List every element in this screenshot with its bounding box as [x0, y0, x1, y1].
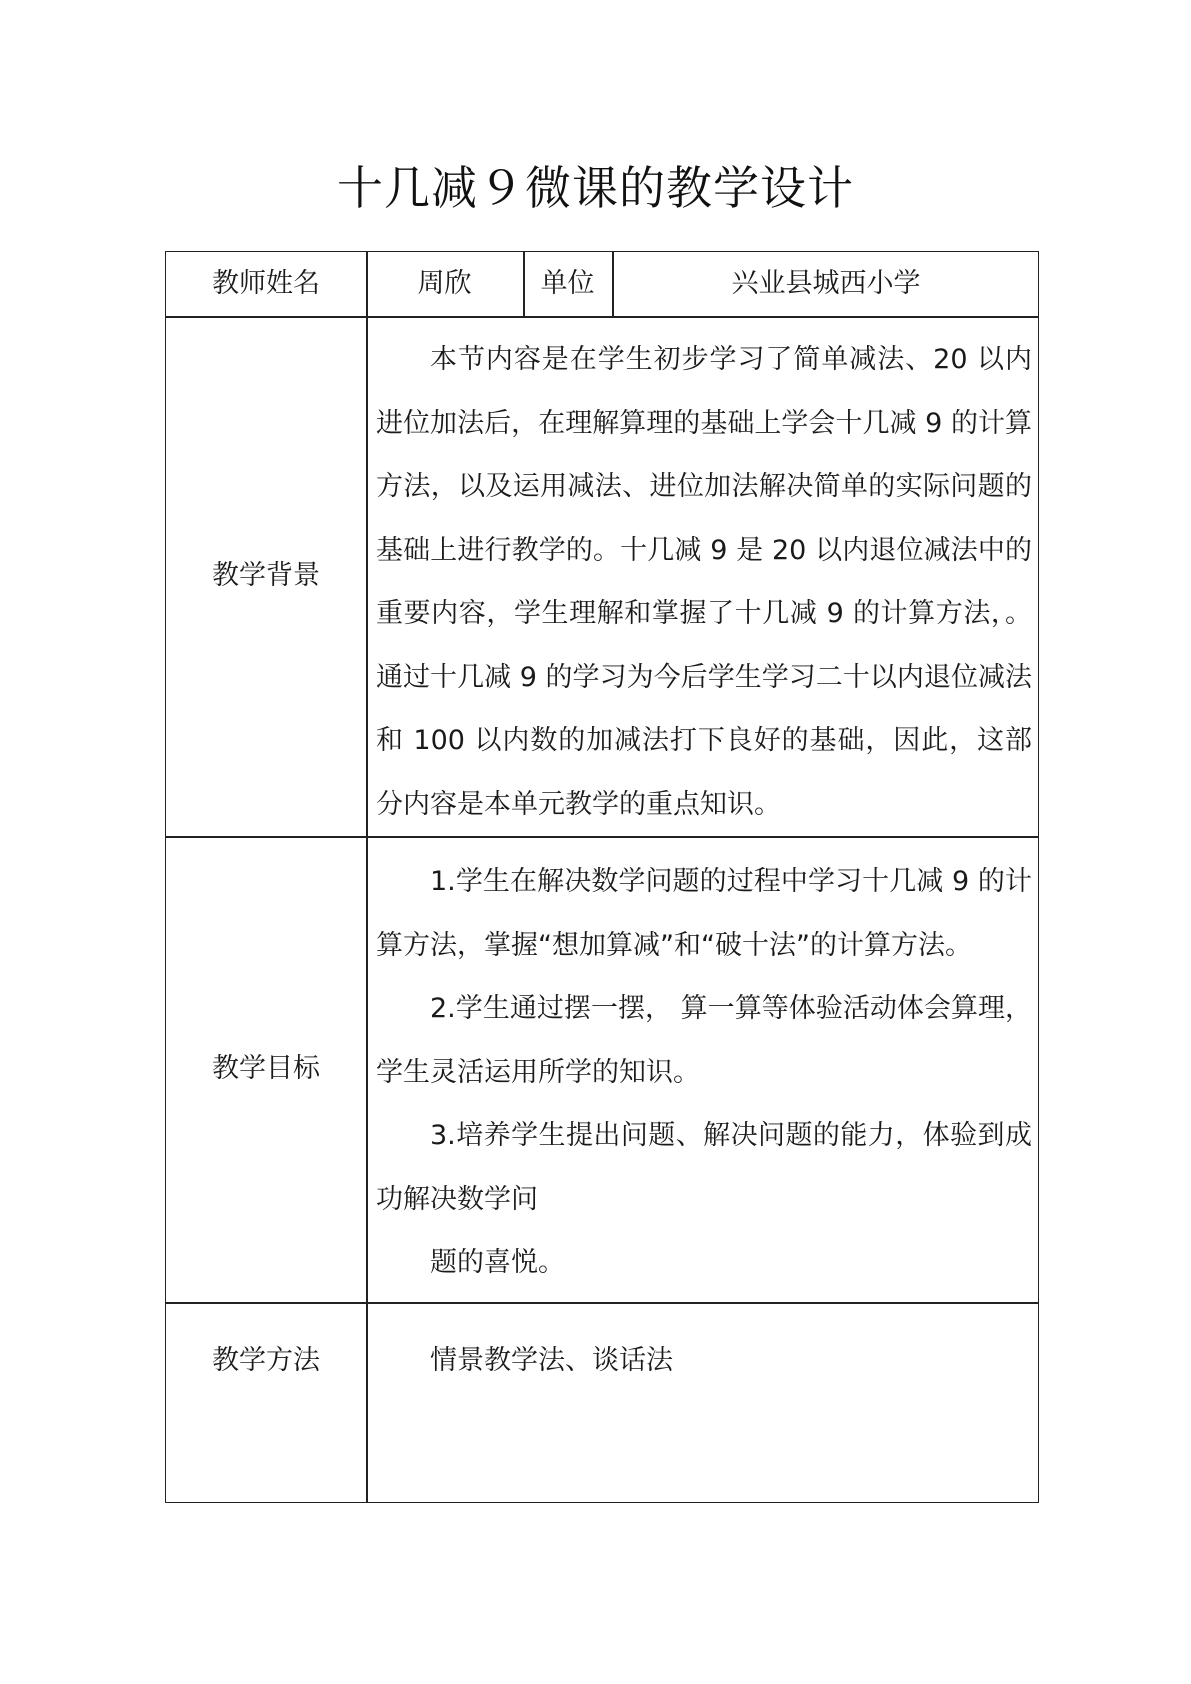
unit-label: 单位: [540, 268, 595, 299]
goal-item-3-continued: 题的喜悦。: [430, 1247, 565, 1278]
goals-label: 教学目标: [212, 1053, 320, 1084]
teacher-name-value: 周欣: [417, 268, 472, 299]
methods-label: 教学方法: [212, 1345, 320, 1376]
background-content: [376, 328, 1032, 836]
unit-value: 兴业县城西小学: [731, 268, 921, 299]
page-title: 十几减９微课的教学设计: [337, 161, 854, 215]
goals-content: [376, 850, 1032, 1295]
background-label: 教学背景: [212, 560, 320, 591]
goal-item-3: 3.培养学生提出问题、解决问题的能力，体验到成功解决数学问: [376, 1120, 1032, 1215]
background-paragraph: 本节内容是在学生初步学习了简单减法、20 以内进位加法后，在理解算理的基础上学会十几减 9 的计算方法，以及运用减法、进位加法解决简单的实际问题的基础上进行教学的。十几减 9 是 20 以内退位减法中的重要内容，学生理解和掌握了十几减 9 的计算方法，。通过十几减 9 的学习为今后学生学习二十以内退位减法和 100 以内数的加减法打下良好的基础，因此，这部分内容是本单元教学的重点知识。: [376, 344, 1032, 820]
teacher-name-label: 教师姓名: [212, 268, 320, 299]
methods-text: 情景教学法、谈话法: [430, 1345, 673, 1376]
goal-item-1: 1.学生在解决数学问题的过程中学习十几减 9 的计算方法，掌握“想加算减”和“破十法”的计算方法。: [376, 866, 1032, 961]
lesson-design-table: [165, 251, 1039, 1503]
methods-content: [376, 1329, 1032, 1393]
column-divider: [366, 252, 368, 1502]
goal-item-2: 2.学生通过摆一摆， 算一算等体验活动体会算理，学生灵活运用所学的知识。: [376, 993, 1032, 1088]
